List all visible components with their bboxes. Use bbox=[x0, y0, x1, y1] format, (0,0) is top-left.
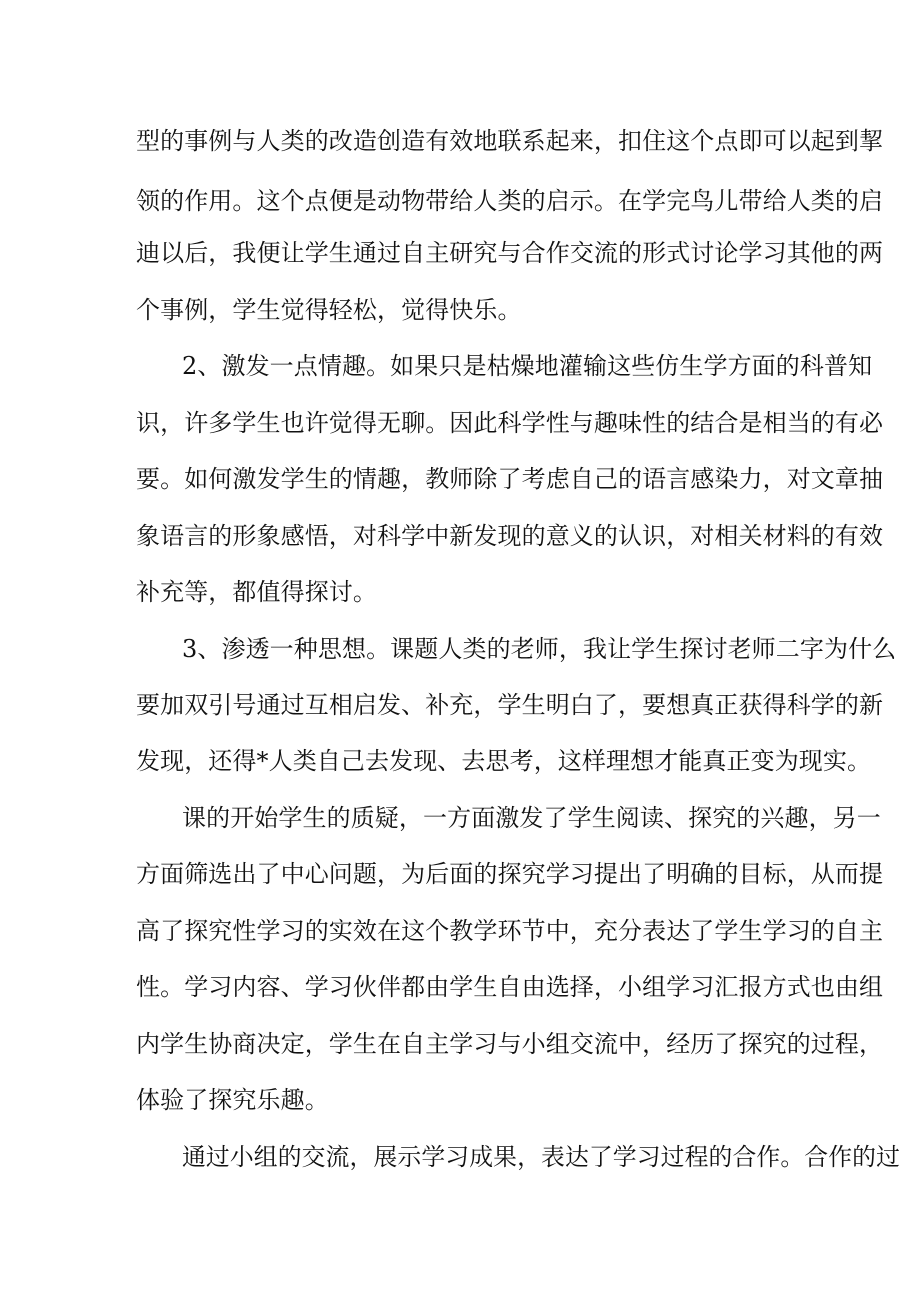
paragraph-1-line-2: 领的作用。这个点便是动物带给人类的启示。在学完鸟儿带给人类的启 bbox=[136, 187, 884, 215]
paragraph-4-line-3: 高了探究性学习的实效在这个教学环节中，充分表达了学生学习的自主 bbox=[136, 917, 884, 945]
paragraph-3-line-1: 3、渗透一种思想。课题人类的老师，我让学生探讨老师二字为什么 bbox=[182, 635, 897, 663]
paragraph-1-line-3: 迪以后，我便让学生通过自主研究与合作交流的形式讨论学习其他的两 bbox=[136, 239, 884, 267]
paragraph-4-line-4: 性。学习内容、学习伙伴都由学生自由选择，小组学习汇报方式也由组 bbox=[136, 973, 884, 1001]
paragraph-4-line-6: 体验了探究乐趣。 bbox=[136, 1086, 329, 1114]
paragraph-2-line-3: 要。如何激发学生的情趣，教师除了考虑自己的语言感染力，对文章抽 bbox=[136, 465, 884, 493]
paragraph-2-line-5: 补充等，都值得探讨。 bbox=[136, 578, 377, 606]
paragraph-3-line-3: 发现，还得*人类自己去发现、去思考，这样理想才能真正变为现实。 bbox=[136, 747, 872, 775]
paragraph-2-line-1: 2、激发一点情趣。如果只是枯燥地灌输这些仿生学方面的科普知 bbox=[182, 352, 873, 380]
paragraph-4-line-1: 课的开始学生的质疑，一方面激发了学生阅读、探究的兴趣，另一 bbox=[182, 804, 881, 832]
paragraph-2-line-4: 象语言的形象感悟，对科学中新发现的意义的认识，对相关材料的有效 bbox=[136, 522, 884, 550]
paragraph-5-line-1: 通过小组的交流，展示学习成果，表达了学习过程的合作。合作的过 bbox=[182, 1143, 901, 1171]
paragraph-1-line-1: 型的事例与人类的改造创造有效地联系起来，扣住这个点即可以起到挈 bbox=[136, 127, 884, 155]
paragraph-4-line-2: 方面筛选出了中心问题，为后面的探究学习提出了明确的目标，从而提 bbox=[136, 860, 884, 888]
paragraph-1-line-4: 个事例，学生觉得轻松，觉得快乐。 bbox=[136, 296, 522, 324]
paragraph-3-line-2: 要加双引号通过互相启发、补充，学生明白了，要想真正获得科学的新 bbox=[136, 691, 884, 719]
paragraph-4-line-5: 内学生协商决定，学生在自主学习与小组交流中，经历了探究的过程， bbox=[136, 1030, 884, 1058]
paragraph-2-line-2: 识，许多学生也许觉得无聊。因此科学性与趣味性的结合是相当的有必 bbox=[136, 409, 884, 437]
